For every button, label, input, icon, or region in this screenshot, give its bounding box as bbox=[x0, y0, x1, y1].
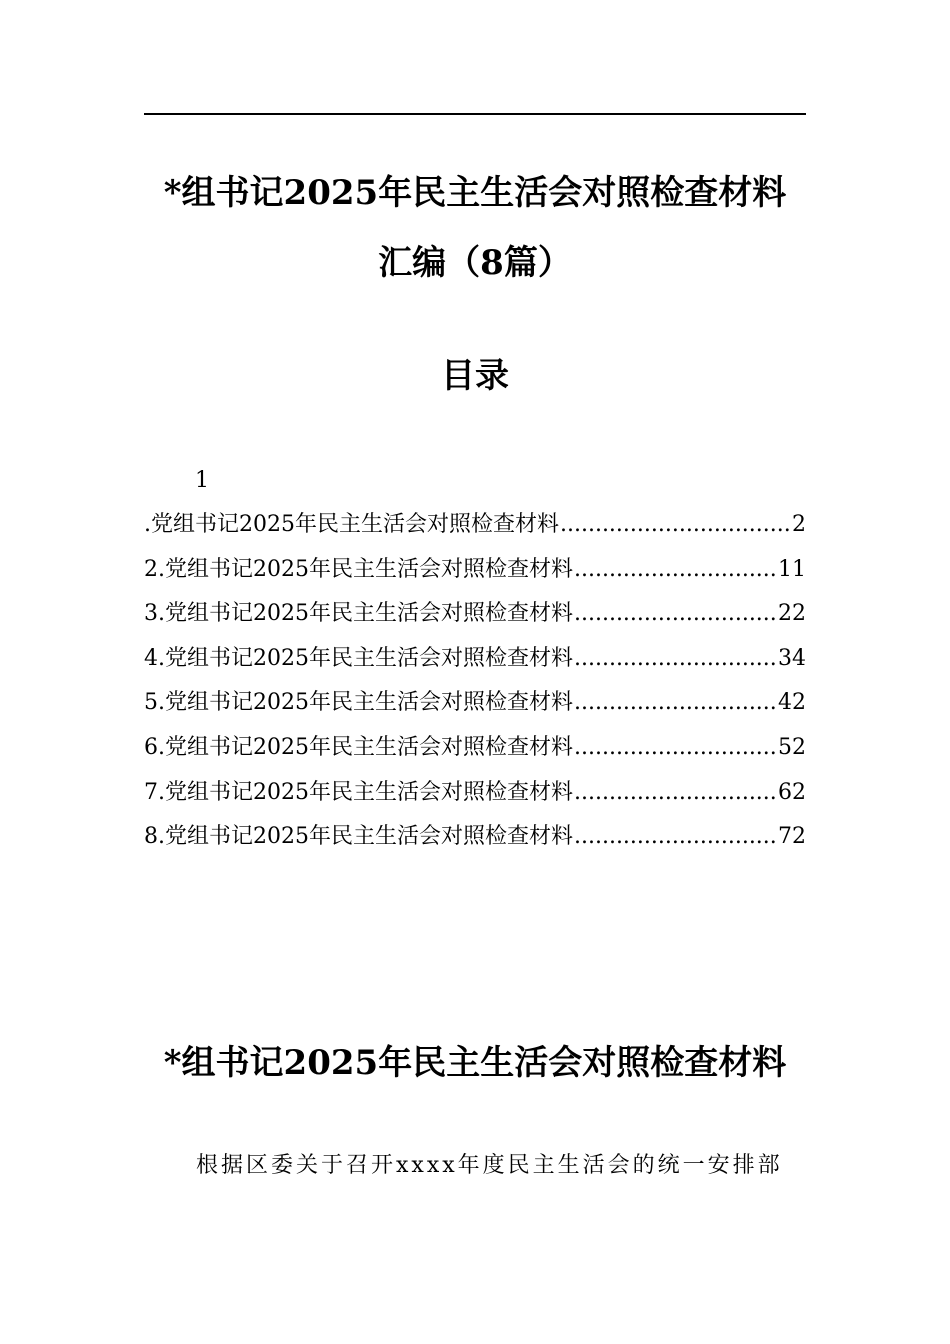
toc-leader-dots bbox=[574, 554, 777, 586]
toc-entry-page: 2 bbox=[792, 512, 806, 537]
toc-entry[interactable] bbox=[144, 777, 806, 822]
header-rule bbox=[144, 113, 806, 115]
toc-heading: 目录 bbox=[441, 356, 509, 396]
toc-entry-title: 4.党组书记2025年民主生活会对照检查材料 bbox=[144, 645, 573, 671]
toc-entry-title: 8.党组书记2025年民主生活会对照检查材料 bbox=[144, 824, 573, 850]
toc-entry-title: .党组书记2025年民主生活会对照检查材料 bbox=[144, 512, 559, 537]
toc-entry-page: 72 bbox=[778, 824, 806, 850]
document-title: *组书记2025年民主生活会对照检查材料 bbox=[163, 173, 787, 213]
toc-entry-page: 22 bbox=[778, 601, 806, 627]
toc-entry[interactable] bbox=[144, 821, 806, 866]
toc-entry-title: 5.党组书记2025年民主生活会对照检查材料 bbox=[144, 690, 573, 716]
table-of-contents bbox=[144, 509, 806, 866]
toc-entry-title: 7.党组书记2025年民主生活会对照检查材料 bbox=[144, 779, 573, 805]
toc-entry-page: 11 bbox=[778, 556, 806, 582]
toc-entry[interactable] bbox=[144, 643, 806, 688]
toc-leader-dots bbox=[574, 643, 777, 675]
toc-entry-page: 62 bbox=[778, 779, 806, 805]
toc-leader-dots bbox=[574, 732, 777, 764]
toc-entry[interactable] bbox=[144, 598, 806, 643]
toc-entry-page: 34 bbox=[778, 645, 806, 671]
toc-entry-title: 6.党组书记2025年民主生活会对照检查材料 bbox=[144, 734, 573, 760]
toc-leader-dots bbox=[574, 687, 777, 719]
body-paragraph: 根据区委关于召开xxxx年度民主生活会的统一安排部 bbox=[196, 1153, 783, 1178]
document-subtitle: 汇编（8篇） bbox=[378, 243, 572, 283]
toc-entry[interactable] bbox=[144, 509, 806, 554]
toc-entry[interactable] bbox=[144, 732, 806, 777]
toc-leader-dots bbox=[560, 509, 791, 541]
toc-leader-dots bbox=[574, 777, 777, 809]
toc-entry-title: 2.党组书记2025年民主生活会对照检查材料 bbox=[144, 556, 573, 582]
toc-entry[interactable] bbox=[144, 554, 806, 599]
section-title: *组书记2025年民主生活会对照检查材料 bbox=[163, 1043, 787, 1083]
toc-entry-page: 42 bbox=[778, 690, 806, 716]
toc-entry-title: 3.党组书记2025年民主生活会对照检查材料 bbox=[144, 601, 573, 627]
toc-leader-dots bbox=[574, 821, 777, 853]
toc-entry-page: 52 bbox=[778, 734, 806, 760]
toc-entry[interactable] bbox=[144, 687, 806, 732]
toc-leader-dots bbox=[574, 598, 777, 630]
toc-marker: 1 bbox=[195, 468, 209, 493]
